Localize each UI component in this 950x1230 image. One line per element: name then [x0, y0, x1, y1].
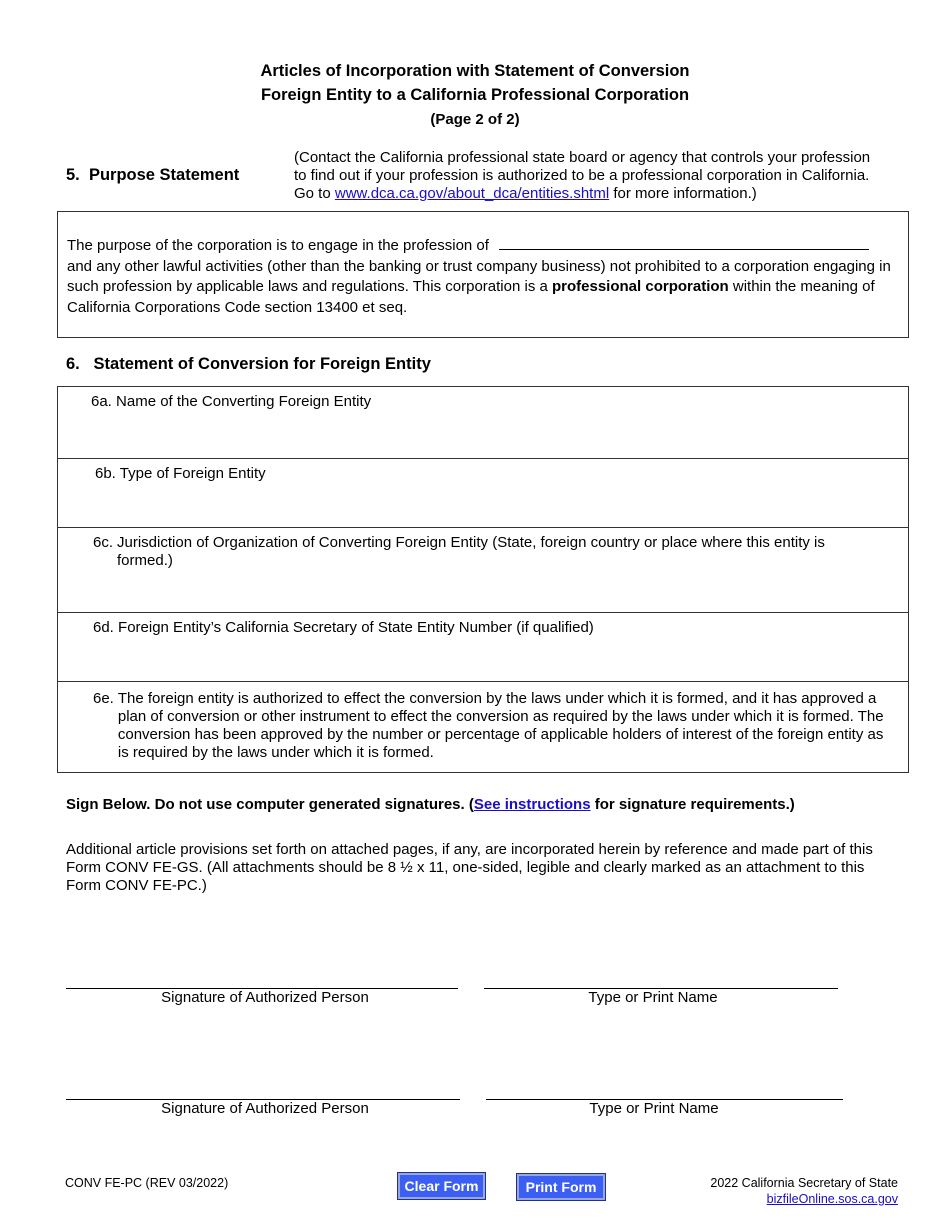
purpose-text-end: within the meaning of California Corporations Code section 13400 et seq.	[67, 278, 875, 316]
row-6b-label: 6b. Type of Foreign Entity	[95, 465, 266, 482]
form-title-line2: Foreign Entity to a California Professional Corporation	[260, 86, 690, 104]
row-6e	[58, 681, 908, 773]
section5-note-text-end: for more information.)	[609, 185, 757, 202]
section5-note-text: (Contact the California professional state board or agency that controls your profession to find out if your profession is authorized to be a professional corporation in California. Go to	[294, 149, 871, 202]
row-6c-label: 6c. Jurisdiction of Organization of Converting Foreign Entity (State, foreign country or place where this entity is formed.)	[93, 534, 825, 569]
section5-title: Purpose Statement	[88, 166, 240, 184]
print-form-button[interactable]: Print Form	[517, 1174, 605, 1200]
signature-label-2: Signature of Authorized Person	[161, 1100, 369, 1117]
copyright: 2022 California Secretary of State	[710, 1176, 898, 1190]
page-indicator: (Page 2 of 2)	[430, 111, 520, 128]
row-6e-label: 6e. The foreign entity is authorized to effect the conversion by the laws under which it is formed, and it has approved a plan of conversion or other instrument to effect the conversion as required by the laws under which it is formed. The conversion has been approved by the number or percentage of applicable holders of interest of the foreign entity as is required by the laws under which it is formed.	[93, 690, 884, 761]
profession-blank[interactable]	[499, 235, 869, 250]
row-6a[interactable]	[58, 387, 908, 459]
print-name-label-1: Type or Print Name	[588, 989, 718, 1006]
purpose-box	[57, 211, 909, 338]
row-6d[interactable]	[58, 612, 908, 682]
section5-note	[294, 149, 884, 203]
dca-entities-link[interactable]: www.dca.ca.gov/about_dca/entities.shtml	[334, 185, 610, 202]
section6-number: 6.	[66, 355, 80, 373]
print-name-label-2: Type or Print Name	[589, 1100, 719, 1117]
purpose-statement	[67, 235, 893, 318]
clear-form-button[interactable]: Clear Form	[398, 1173, 485, 1199]
additional-provisions: Additional article provisions set forth on attached pages, if any, are incorporated herein by reference and made part of this Form CONV FE-GS. (All attachments should be 8 ½ x 11, one-sided, legible and clearly marked as an attachment to this Form CONV FE-PC.)	[66, 841, 873, 894]
section5-heading	[66, 166, 239, 185]
form-title-line1: Articles of Incorporation with Statement of Conversion	[260, 62, 690, 80]
section6-title: Statement of Conversion for Foreign Entity	[93, 355, 431, 373]
bizfile-online-link[interactable]: bizfileOnline.sos.ca.gov	[766, 1192, 898, 1206]
footer-right	[710, 1175, 898, 1207]
row-6d-label: 6d. Foreign Entity’s California Secretary of State Entity Number (if qualified)	[93, 619, 594, 636]
conversion-table	[57, 386, 909, 773]
see-instructions-link[interactable]: See instructions	[473, 796, 591, 813]
purpose-text-start: The purpose of the corporation is to engage in the profession of	[67, 237, 494, 254]
row-6b[interactable]	[58, 458, 908, 528]
signature-instruction: Sign Below. Do not use computer generated signatures. (See instructions for signature requirements.)	[66, 796, 795, 813]
section5-number: 5.	[66, 166, 80, 184]
row-6c[interactable]	[58, 527, 908, 612]
professional-corporation-bold: professional corporation	[552, 278, 729, 295]
signature-label-1: Signature of Authorized Person	[161, 989, 369, 1006]
section6-heading	[66, 355, 431, 374]
purpose-text-middle: and any other lawful activities (other than the banking or trust company business) not prohibited to a corporation engaging in such profession by applicable laws and regulations. This corporation is a	[67, 257, 891, 295]
row-6a-label: 6a. Name of the Converting Foreign Entity	[91, 393, 372, 410]
form-id: CONV FE-PC (REV 03/2022)	[65, 1176, 229, 1190]
